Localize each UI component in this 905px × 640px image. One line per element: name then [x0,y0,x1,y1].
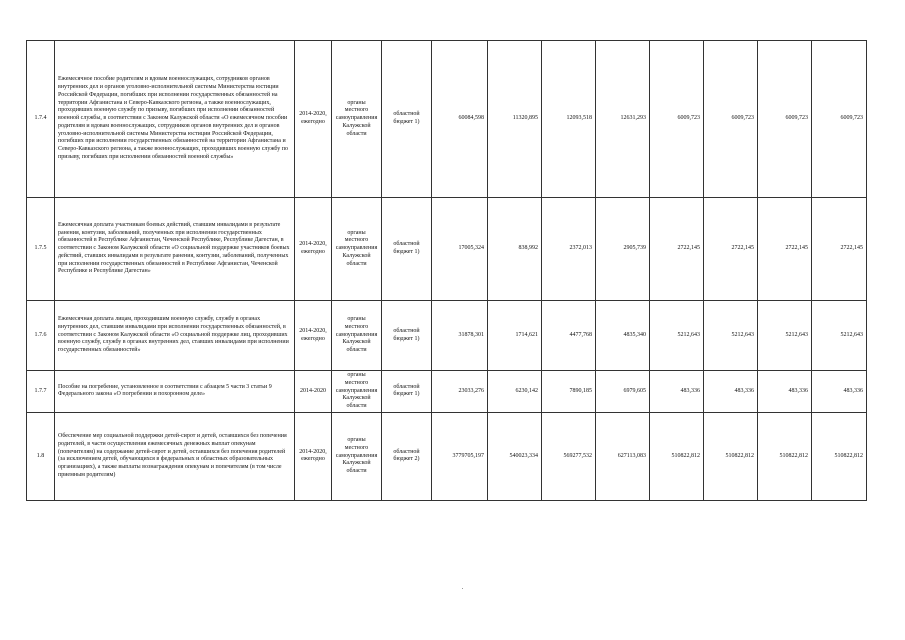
row-period: 2014-2020 [295,371,332,413]
row-period: 2014-2020, ежегодно [295,301,332,371]
budget-table [26,40,867,501]
row-description: Ежемесячная доплата участникам боевых действий, ставшим инвалидами в результате ранения, контузии, заболеваний, полученных при исполнении государственных обязанностей в Республике Афганистан, Чеченской Республике, Республике Дагестан, в соответствии с Законом Калужской области «О социальной поддержке участников боевых действий, ставших инвалидами в результате ранения, контузии, заболеваний, полученных при исполнении государственных обязанностей в Республике Афганистан, Чеченской Республике и Республике Дагестан» [55,198,295,301]
row-value-7: 5212,643 [758,301,812,371]
row-value-3: 12093,518 [542,41,596,198]
row-value-3: 2372,013 [542,198,596,301]
row-value-5: 483,336 [650,371,704,413]
row-value-4: 4835,340 [596,301,650,371]
row-value-4: 6979,605 [596,371,650,413]
row-code: 1.7.4 [27,41,55,198]
row-executor: органы местного самоуправления Калужской области [332,41,382,198]
row-description: Ежемесячное пособие родителям и вдовам военнослужащих, сотрудников органов внутренних дел и органов уголовно-исполнительной системы Министерства юстиции Российской Федерации, погибших при исполнении государственных обязанностей на территории Афганистана и Северо-Кавказского региона, а также военнослужащих, проходивших военную службу по призыву, погибших при исполнении обязанностей военной службы, в соответствии с Законом Калужской области «О ежемесячном пособии родителям и вдовам военнослужащих, сотрудников органов внутренних дел и органов уголовно-исполнительной системы Министерства юстиции Российской Федерации, погибших при исполнении государственных обязанностей на территории Афганистана и Северо-Кавказского региона, а также военнослужащих, проходивших военную службу по призыву, погибших при исполнении обязанностей военной службы» [55,41,295,198]
row-description: Обеспечение мер социальной поддержки детей-сирот и детей, оставшихся без попечения родителей, в части осуществления ежемесячных денежных выплат опекунам (попечителям) на содержание детей-сирот и детей, оставшихся без попечения родителей (за исключением детей, обучающихся в федеральных и областных образовательных организациях), а также выплаты вознаграждения опекунам и попечителям (в том числе приемным родителям) [55,412,295,500]
row-value-4: 627113,083 [596,412,650,500]
row-value-2: 11320,895 [488,41,542,198]
row-period: 2014-2020, ежегодно [295,412,332,500]
row-description: Ежемесячная доплата лицам, проходившим военную службу, службу в органах внутренних дел, ставшим инвалидами при исполнении государственных обязанностей, в соответствии с Законом Калужской области «О социальной поддержке лиц, проходивших военную службу, службу в органах внутренних дел, ставших инвалидами при исполнении государственных обязанностей» [55,301,295,371]
scan-speck [462,588,463,589]
row-value-7: 2722,145 [758,198,812,301]
row-period: 2014-2020, ежегодно [295,41,332,198]
row-value-8: 6009,723 [812,41,867,198]
row-value-1: 3779705,197 [432,412,488,500]
table-row [27,412,867,500]
row-executor: органы местного самоуправления Калужской области [332,198,382,301]
row-funding-source: областной бюджет 1) [382,198,432,301]
row-value-1: 31878,301 [432,301,488,371]
row-value-8: 483,336 [812,371,867,413]
row-value-6: 483,336 [704,371,758,413]
row-executor: органы местного самоуправления Калужской области [332,301,382,371]
row-value-4: 2905,739 [596,198,650,301]
row-value-5: 6009,723 [650,41,704,198]
row-funding-source: областной бюджет 1) [382,41,432,198]
row-code: 1.7.5 [27,198,55,301]
row-executor: органы местного самоуправления Калужской области [332,371,382,413]
row-value-3: 4477,768 [542,301,596,371]
table-body [27,41,867,501]
row-code: 1.7.6 [27,301,55,371]
row-executor: органы местного самоуправления Калужской области [332,412,382,500]
row-value-6: 510822,812 [704,412,758,500]
row-value-1: 23033,276 [432,371,488,413]
row-value-5: 2722,145 [650,198,704,301]
row-description: Пособие на погребение, установленное в соответствии с абзацем 5 части 3 статьи 9 Федерального закона «О погребении и похоронном деле» [55,371,295,413]
row-value-5: 5212,643 [650,301,704,371]
row-code: 1.8 [27,412,55,500]
row-value-3: 569277,532 [542,412,596,500]
row-value-6: 5212,643 [704,301,758,371]
row-value-8: 2722,145 [812,198,867,301]
row-value-6: 2722,145 [704,198,758,301]
row-value-4: 12631,293 [596,41,650,198]
table-row [27,41,867,198]
row-value-7: 483,336 [758,371,812,413]
row-value-1: 60084,598 [432,41,488,198]
row-value-2: 838,992 [488,198,542,301]
row-value-7: 510822,812 [758,412,812,500]
row-value-2: 540023,334 [488,412,542,500]
row-value-6: 6009,723 [704,41,758,198]
table-row [27,198,867,301]
row-funding-source: областной бюджет 1) [382,371,432,413]
row-period: 2014-2020, ежегодно [295,198,332,301]
row-funding-source: областной бюджет 2) [382,412,432,500]
table-row [27,371,867,413]
row-value-5: 510822,812 [650,412,704,500]
row-value-2: 6230,142 [488,371,542,413]
row-value-7: 6009,723 [758,41,812,198]
row-value-3: 7890,185 [542,371,596,413]
row-value-8: 510822,812 [812,412,867,500]
row-value-2: 1714,621 [488,301,542,371]
row-value-1: 17005,324 [432,198,488,301]
row-funding-source: областной бюджет 1) [382,301,432,371]
row-value-8: 5212,643 [812,301,867,371]
table-row [27,301,867,371]
row-code: 1.7.7 [27,371,55,413]
